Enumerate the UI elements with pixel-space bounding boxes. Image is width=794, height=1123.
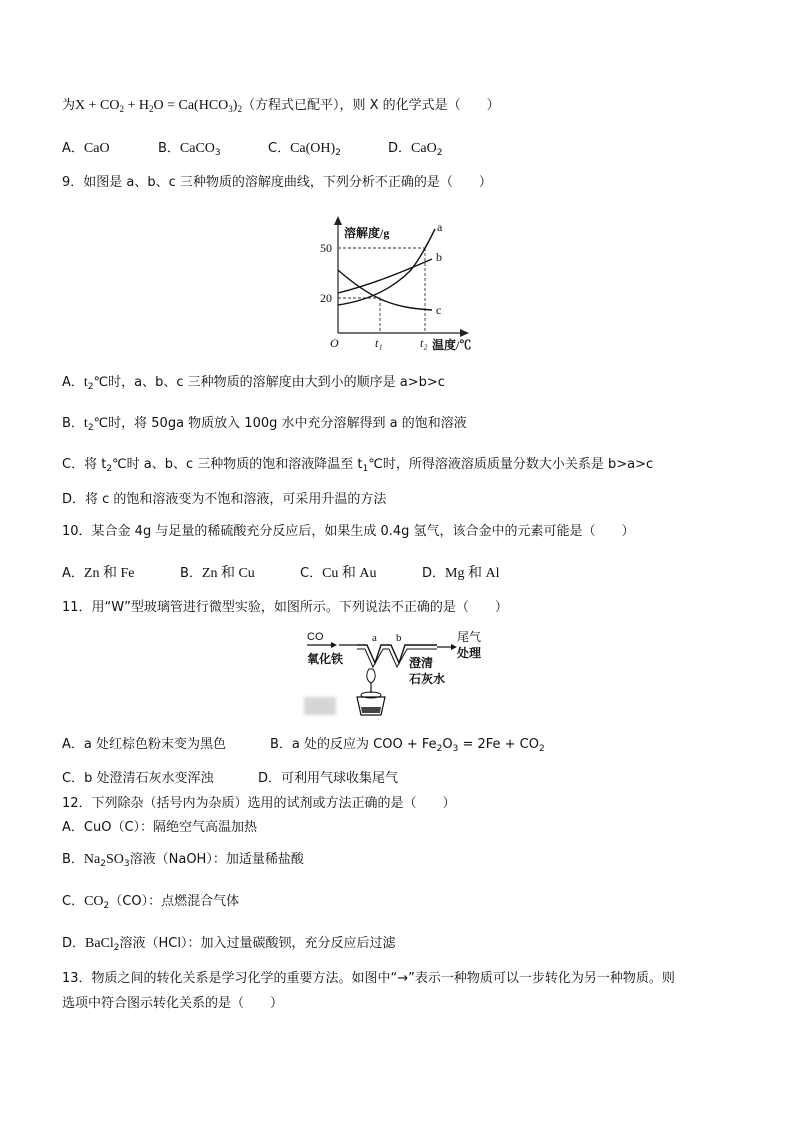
option-letter: C． — [62, 894, 85, 909]
origin-label: O — [330, 336, 339, 350]
q8-prefix: 为 — [62, 98, 76, 113]
q10-option-a[interactable] — [62, 565, 134, 583]
eq-lhs: X + CO — [75, 98, 120, 113]
option-letter: C． — [300, 566, 323, 581]
option-pre: Na — [83, 852, 101, 867]
x-tick-t1: t₁ — [375, 336, 383, 350]
q11-option-b[interactable] — [270, 736, 545, 754]
q11-option-c[interactable] — [62, 770, 213, 788]
q9-option-a[interactable] — [62, 374, 445, 392]
point-a-label: a — [372, 632, 377, 644]
q9-option-c[interactable] — [62, 456, 653, 474]
limewater-label-2: 石灰水 — [409, 672, 446, 686]
curve-label-b: b — [436, 250, 442, 264]
y-tick-20: 20 — [320, 291, 332, 305]
option-letter: B． — [270, 737, 292, 752]
q10-option-b[interactable] — [180, 565, 255, 583]
q9-option-b[interactable] — [62, 415, 467, 433]
q8-stem — [62, 97, 500, 115]
limewater-label-1: 澄清 — [409, 656, 434, 670]
q10-option-c[interactable] — [300, 565, 377, 583]
option-letter: C． — [62, 771, 85, 786]
curve-label-a: a — [437, 220, 443, 234]
option-mid: ℃时 a、b、c 三种物质的饱和溶液降温至 t — [112, 457, 363, 472]
q11-stem: 11．用“W”型玻璃管进行微型实验，如图所示。下列说法不正确的是（ ） — [62, 600, 508, 615]
option-text: ℃时，a、b、c 三种物质的溶解度由大到小的顺序是 a>b>c — [93, 375, 445, 390]
option-sub: 2 — [335, 148, 341, 158]
point-b-label: b — [396, 632, 402, 644]
w-tube-apparatus — [305, 627, 505, 719]
option-text: ℃时，所得溶液溶质质量分数大小关系是 b>a>c — [368, 457, 654, 472]
curve-a — [338, 229, 435, 305]
eq-h2o: + H — [123, 98, 149, 113]
eq-rhs: O = Ca(HCO — [153, 98, 229, 113]
option-pre: CO — [84, 894, 104, 909]
y-tick-50: 50 — [320, 241, 332, 255]
option-text: Cu 和 Au — [322, 566, 377, 581]
q13-stem-line1: 13．物质之间的转化关系是学习化学的重要方法。如图中“→”表示一种物质可以一步转化为另一种物质。则 — [62, 971, 675, 986]
y-axis-arrow — [334, 216, 342, 225]
iron-oxide-label: 氧化铁 — [307, 652, 344, 666]
co-inlet-arrow — [331, 642, 337, 648]
x-tick-t2: t₂ — [420, 336, 428, 350]
option-sub: 2 — [106, 464, 113, 474]
q10-stem: 10．某合金 4g 与足量的稀硫酸充分反应后，如果生成 0.4g 氢气，该合金中的元素可能是（ ） — [62, 524, 635, 539]
curve-label-c: c — [436, 303, 442, 317]
exhaust-label-2: 处理 — [457, 646, 482, 660]
option-text: Zn 和 Cu — [201, 566, 255, 581]
option-sub2: 3 — [452, 744, 459, 754]
q8-option-b[interactable] — [158, 140, 221, 158]
q8-equation: $X + CO_2 + H_2O = Ca(HCO_3)_2$ — [75, 98, 242, 114]
q13-stem-line2: 选项中符合图示转化关系的是（ ） — [62, 996, 284, 1011]
option-letter: A． — [62, 566, 84, 581]
option-sub: 2 — [87, 423, 94, 433]
option-letter: B． — [62, 852, 84, 867]
option-letter: D． — [388, 141, 412, 156]
option-sub3: 2 — [539, 744, 545, 754]
option-text: 将 c 的饱和溶液变为不饱和溶液，可采用升温的方法 — [85, 492, 387, 507]
option-letter: C． — [62, 457, 85, 472]
option-letter: D． — [62, 492, 86, 507]
option-sub: 2 — [87, 382, 94, 392]
option-text: a 处红棕色粉末变为黑色 — [83, 737, 227, 752]
option-letter: B． — [180, 566, 202, 581]
q9-stem: 9．如图是 a、b、c 三种物质的溶解度曲线，下列分析不正确的是（ ） — [62, 175, 492, 190]
q9-option-d[interactable] — [62, 491, 386, 509]
option-letter: D． — [62, 936, 86, 951]
q12-stem: 12．下列除杂（括号内为杂质）选用的试剂或方法正确的是（ ） — [62, 796, 456, 811]
q12-option-a[interactable] — [62, 819, 257, 837]
option-letter: A． — [62, 141, 84, 156]
q11-option-d[interactable] — [258, 770, 398, 788]
option-text: Ca(OH) — [290, 141, 336, 156]
option-letter: D． — [422, 566, 446, 581]
option-sub2: 3 — [123, 859, 130, 869]
option-sub2: 1 — [362, 464, 369, 474]
option-mid: O — [442, 737, 453, 752]
option-sub: 2 — [103, 901, 110, 911]
option-sub: 2 — [113, 943, 120, 953]
co-label: CO — [307, 631, 324, 643]
option-sub: 3 — [214, 148, 221, 158]
option-text: CaCO — [179, 141, 215, 156]
option-mid: SO — [105, 852, 124, 867]
q8-option-a[interactable] — [62, 140, 110, 158]
option-text: Mg 和 Al — [445, 566, 500, 581]
q11-option-a[interactable] — [62, 736, 226, 754]
option-letter: B． — [158, 141, 180, 156]
q12-option-d[interactable] — [62, 935, 396, 953]
q8-suffix: （方程式已配平），则 X 的化学式是（ ） — [241, 98, 500, 113]
option-text: b 处澄清石灰水变浑浊 — [84, 771, 214, 786]
lamp-liquid — [361, 707, 381, 713]
exhaust-label-1: 尾气 — [457, 630, 482, 644]
option-text: 溶液（HCl）：加入过量碳酸钡，充分反应后过滤 — [119, 936, 396, 951]
option-letter: A． — [62, 820, 84, 835]
option-text: 可利用气球收集尾气 — [281, 771, 399, 786]
option-text: （CO）：点燃混合气体 — [109, 894, 240, 909]
option-pre: 将 t — [84, 457, 107, 472]
option-tail: = 2Fe + CO — [458, 737, 539, 752]
option-pre: BaCl — [85, 936, 114, 951]
option-t: t — [83, 375, 88, 390]
option-sub: 2 — [436, 744, 443, 754]
option-letter: A． — [62, 375, 84, 390]
q8-option-d[interactable] — [388, 140, 442, 158]
option-text: 溶液（NaOH）：加适量稀盐酸 — [129, 852, 304, 867]
q12-option-c[interactable] — [62, 893, 239, 911]
q8-option-c[interactable] — [268, 140, 341, 158]
option-text: CaO — [411, 141, 437, 156]
option-text: CuO（C）：隔绝空气高温加热 — [83, 820, 258, 835]
option-letter: C． — [268, 141, 291, 156]
q12-option-b[interactable] — [62, 851, 304, 869]
x-label: 温度/℃ — [432, 338, 472, 352]
x-axis-arrow — [460, 329, 469, 337]
q10-option-d[interactable] — [422, 565, 499, 583]
option-letter: A． — [62, 737, 84, 752]
option-text: CaO — [83, 141, 110, 156]
option-letter: B． — [62, 416, 84, 431]
solubility-chart — [310, 213, 480, 353]
curve-b — [338, 259, 432, 293]
flame — [367, 669, 375, 683]
option-letter: D． — [258, 771, 282, 786]
option-text: a 处的反应为 COO + Fe — [291, 737, 437, 752]
option-sub: 2 — [100, 859, 106, 869]
eq-close: ) — [232, 98, 238, 113]
option-text: Zn 和 Fe — [83, 566, 135, 581]
option-text: ℃时，将 50ga 物质放入 100g 水中充分溶解得到 a 的饱和溶液 — [93, 416, 467, 431]
y-label: 溶解度/g — [344, 226, 390, 240]
option-sub: 2 — [436, 148, 443, 158]
option-t: t — [83, 416, 88, 431]
